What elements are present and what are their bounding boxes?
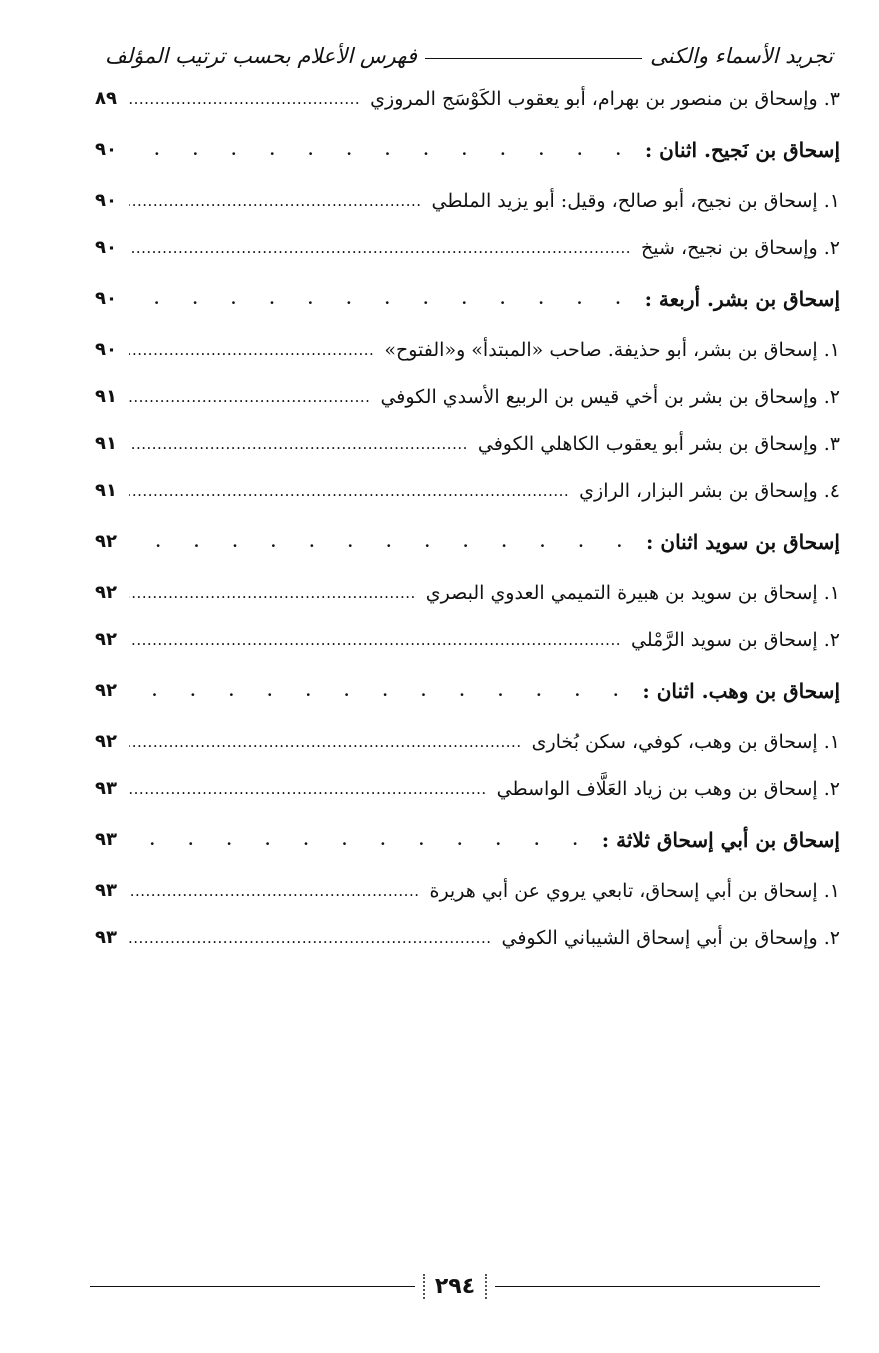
leader-dots [129, 733, 532, 751]
entry-page-number: ٩٠ [95, 339, 117, 360]
entry-label: ١. إسحاق بن وهب، كوفي، سكن بُخارى [531, 730, 840, 753]
entry-page-number: ٩٣ [95, 829, 117, 850]
entry-page-number: ٩٠ [95, 190, 117, 211]
leader-dots [129, 239, 641, 257]
index-entry [95, 723, 840, 760]
entry-page-number: ٩١ [95, 433, 117, 454]
index-entry [95, 574, 840, 611]
entry-label: إسحاق بن أبي إسحاق ثلاثة : [601, 827, 840, 852]
entry-page-number: ٩٣ [95, 880, 117, 901]
entry-page-number: ٨٩ [95, 88, 117, 109]
entry-page-number: ٩١ [95, 386, 117, 407]
entry-page-number: ٩٢ [95, 531, 117, 552]
entry-label: ٤. وإسحاق بن بشر البزار، الرازي [579, 479, 840, 502]
leader-dots [129, 631, 631, 649]
entry-label: ١. إسحاق بن سويد بن هبيرة التميمي العدوي البصري [425, 581, 840, 604]
header-section-title: فهرس الأعلام بحسب ترتيب المؤلف [105, 44, 417, 68]
entry-page-number: ٩٢ [95, 582, 117, 603]
running-header [105, 28, 833, 68]
entry-label: ١. إسحاق بن نجيح، أبو صالح، وقيل: أبو يزيد الملطي [431, 189, 840, 212]
index-entry [95, 621, 840, 658]
header-rule [425, 58, 642, 59]
page-number: ٢٩٤ [423, 1274, 487, 1299]
entry-label: ٢. وإسحاق بن أبي إسحاق الشيباني الكوفي [501, 926, 840, 949]
entry-label: إسحاق بن سويد اثنان : [646, 529, 840, 554]
entry-label: إسحاق بن وهب. اثنان : [642, 678, 840, 703]
index-group-heading [95, 672, 840, 709]
index-entry [95, 872, 840, 909]
entry-page-number: ٩٠ [95, 288, 117, 309]
footer-rule [90, 1286, 415, 1287]
entry-label: ٢. إسحاق بن وهب بن زياد العَلَّاف الواسطي [496, 777, 840, 800]
entry-page-number: ٩٢ [95, 731, 117, 752]
entry-page-number: ٩١ [95, 480, 117, 501]
entry-page-number: ٩٣ [95, 927, 117, 948]
entry-page-number: ٩٠ [95, 139, 117, 160]
entry-label: ٣. وإسحاق بن بشر أبو يعقوب الكاهلي الكوفي [477, 432, 840, 455]
index-group-heading [95, 821, 840, 858]
leader-dots [129, 90, 370, 108]
leader-dots [129, 584, 426, 602]
entry-label: ١. إسحاق بن بشر، أبو حذيفة. صاحب «المبتدأ» و«الفتوح» [384, 338, 840, 361]
leader-dots [129, 435, 478, 453]
leader-dots [129, 341, 384, 359]
leader-dots [129, 882, 429, 900]
leader-dots [129, 388, 380, 406]
index-entry [95, 331, 840, 368]
entry-label: ٢. وإسحاق بن نجيح، شيخ [641, 236, 840, 259]
leader-dots [129, 482, 579, 500]
footer-rule [495, 1286, 820, 1287]
leader-dots [129, 831, 602, 849]
entry-label: ٢. إسحاق بن سويد الرَّمْلي [630, 628, 840, 651]
index-entry [95, 80, 840, 117]
leader-dots [129, 192, 432, 210]
entry-page-number: ٩٢ [95, 680, 117, 701]
index-entry [95, 229, 840, 266]
index-entry [95, 919, 840, 956]
leader-dots [129, 682, 642, 700]
entry-page-number: ٩٣ [95, 778, 117, 799]
entry-label: ٣. وإسحاق بن منصور بن بهرام، أبو يعقوب الكَوْسَج المروزي [370, 87, 840, 110]
entry-label: إسحاق بن بشر. أربعة : [644, 286, 840, 311]
index-entry [95, 182, 840, 219]
index-entry [95, 378, 840, 415]
index-entry [95, 770, 840, 807]
header-book-title: تجريد الأسماء والكنى [650, 44, 833, 68]
index-list [95, 70, 840, 956]
entry-label: ١. إسحاق بن أبي إسحاق، تابعي يروي عن أبي هريرة [429, 879, 840, 902]
entry-page-number: ٩٢ [95, 629, 117, 650]
index-entry [95, 425, 840, 462]
leader-dots [129, 290, 645, 308]
leader-dots [129, 929, 501, 947]
entry-page-number: ٩٠ [95, 237, 117, 258]
leader-dots [129, 780, 497, 798]
leader-dots [129, 141, 645, 159]
index-group-heading [95, 523, 840, 560]
entry-label: ٢. وإسحاق بن بشر بن أخي قيس بن الربيع الأسدي الكوفي [380, 385, 840, 408]
index-entry [95, 472, 840, 509]
index-group-heading [95, 280, 840, 317]
leader-dots [129, 533, 646, 551]
entry-label: إسحاق بن نَجيح. اثنان : [644, 137, 840, 162]
page-footer [90, 1268, 820, 1304]
index-group-heading [95, 131, 840, 168]
